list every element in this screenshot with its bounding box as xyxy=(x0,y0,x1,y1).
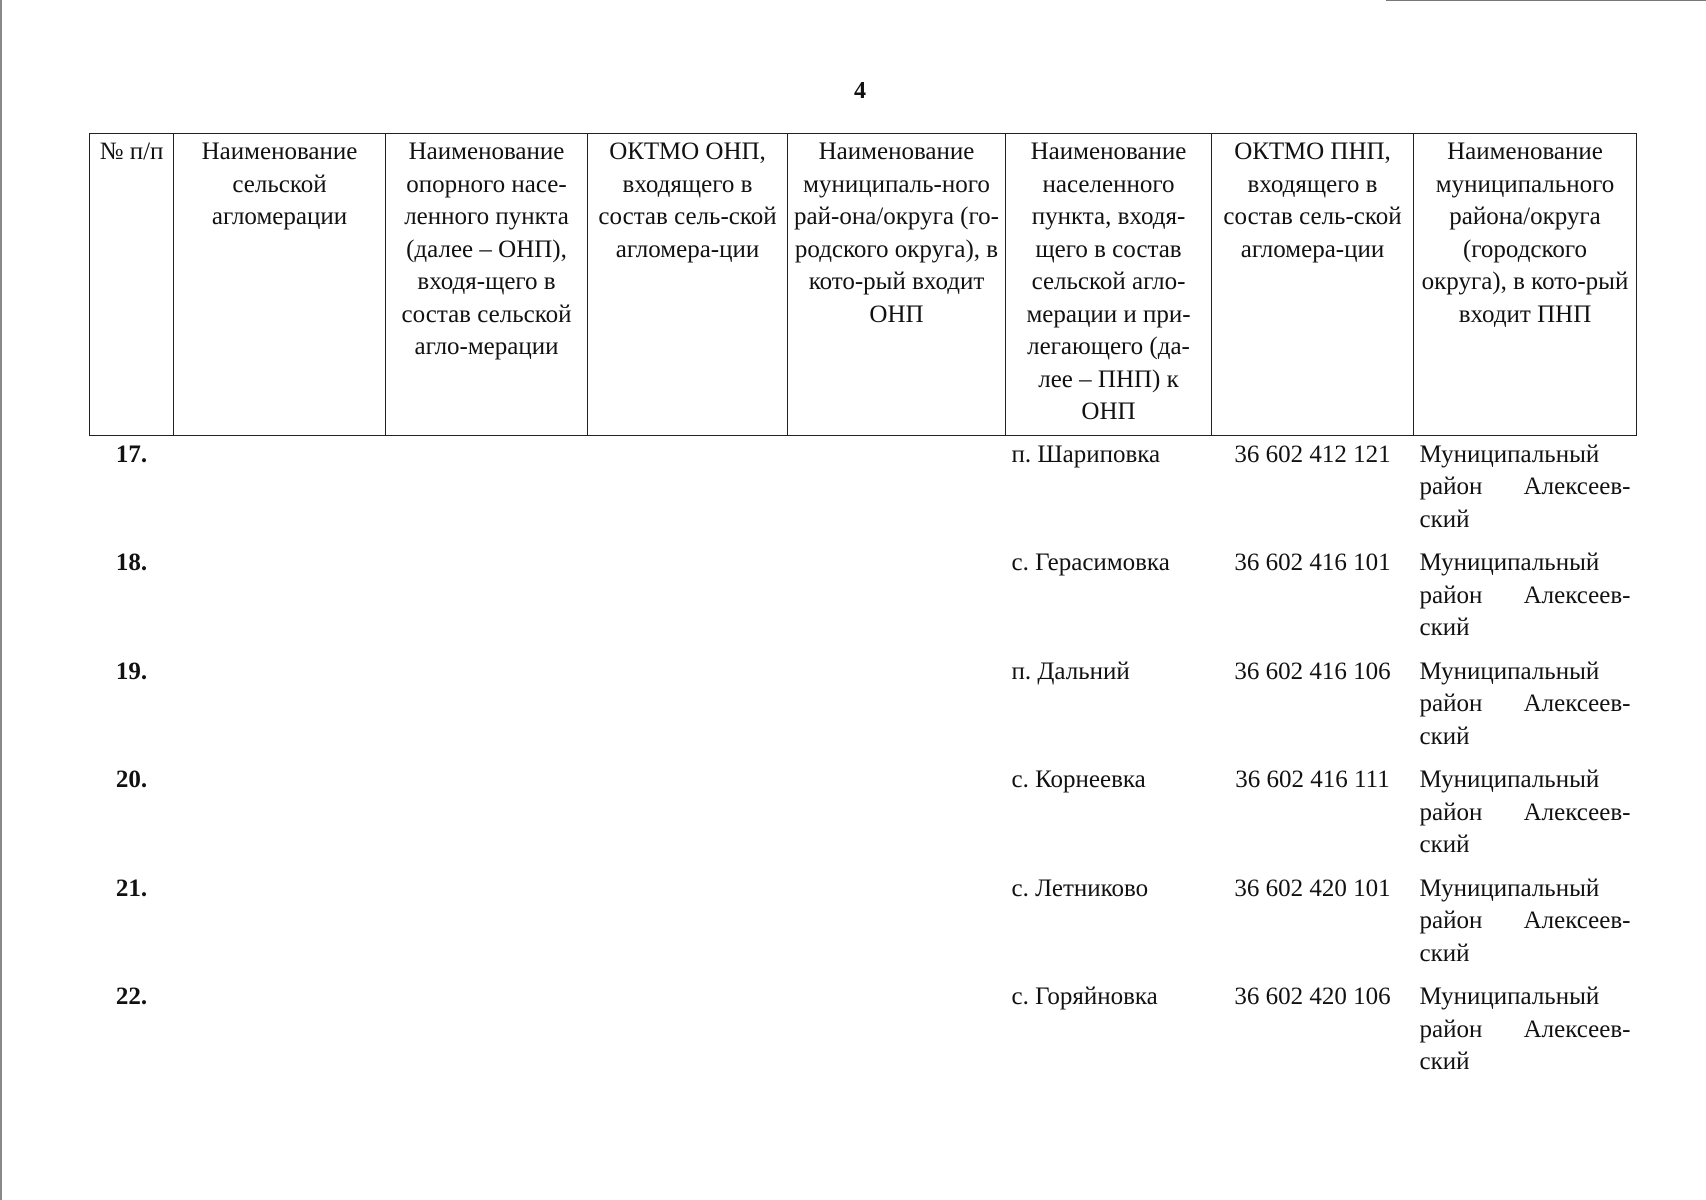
agglomeration-table xyxy=(89,133,1637,1087)
row-agglomeration xyxy=(174,761,386,870)
row-oktmo: 36 602 416 106 xyxy=(1234,657,1391,685)
row-agglomeration xyxy=(174,435,386,544)
row-district: Муниципальный район Алексеев-ский xyxy=(1419,983,1631,1075)
table-header-row xyxy=(90,134,1637,436)
row-oktmo: 36 602 420 101 xyxy=(1234,874,1391,902)
header-onp-oktmo: ОКТМО ОНП, входящего в состав сель-ской агломера-ции xyxy=(588,134,788,436)
row-onp-oktmo xyxy=(588,870,788,979)
row-district: Муниципальный район Алексеев-ский xyxy=(1419,549,1631,641)
row-district: Муниципальный район Алексеев-ский xyxy=(1419,766,1631,858)
row-onp-district xyxy=(788,544,1006,653)
row-onp-district xyxy=(788,870,1006,979)
header-pnp-name: Наименование населенного пункта, входя-щего в состав сельской агло-мерации и при-легающего (да-лее – ПНП) к ОНП xyxy=(1006,134,1212,436)
row-agglomeration xyxy=(174,978,386,1087)
header-onp-district: Наименование муниципаль-ного рай-она/округа (го-родского округа), в кото-рый входит ОНП xyxy=(788,134,1006,436)
header-onp-name: Наименование опорного насе-ленного пункта (далее – ОНП), входя-щего в состав сельской агло-мерации xyxy=(386,134,588,436)
row-onp-oktmo xyxy=(588,653,788,762)
page-number: 4 xyxy=(854,78,866,104)
row-number: 20. xyxy=(115,766,148,793)
table-row xyxy=(90,653,1637,762)
row-onp-oktmo xyxy=(588,544,788,653)
row-district: Муниципальный район Алексеев-ский xyxy=(1419,440,1631,533)
row-onp xyxy=(386,870,588,979)
row-agglomeration xyxy=(174,653,386,762)
header-agglomeration-name: Наименование сельской агломерации xyxy=(174,134,386,436)
row-onp-oktmo xyxy=(588,978,788,1087)
row-district: Муниципальный район Алексеев-ский xyxy=(1419,874,1631,967)
page-left-edge xyxy=(0,0,2,1200)
row-settlement: с. Горяйновка xyxy=(1011,983,1158,1010)
table-row xyxy=(90,761,1637,870)
page-top-edge xyxy=(1386,0,1706,1)
header-pnp-district: Наименование муниципального района/округа (городского округа), в кото-рый входит ПНП xyxy=(1414,134,1637,436)
row-number: 22. xyxy=(115,983,148,1010)
row-settlement: с. Герасимовка xyxy=(1011,549,1170,576)
row-number: 18. xyxy=(115,549,148,576)
row-settlement: с. Летниково xyxy=(1011,874,1149,902)
table-row xyxy=(90,544,1637,653)
table-row xyxy=(90,435,1637,544)
row-onp-district xyxy=(788,978,1006,1087)
row-settlement: с. Корнеевка xyxy=(1011,766,1146,793)
row-agglomeration xyxy=(174,544,386,653)
row-oktmo: 36 602 416 111 xyxy=(1235,766,1390,793)
header-pnp-oktmo: ОКТМО ПНП, входящего в состав сель-ской агломера-ции xyxy=(1212,134,1414,436)
row-district: Муниципальный район Алексеев-ский xyxy=(1419,657,1631,750)
row-onp xyxy=(386,435,588,544)
row-oktmo: 36 602 412 121 xyxy=(1234,440,1391,468)
row-number: 17. xyxy=(115,440,148,468)
row-onp-district xyxy=(788,761,1006,870)
row-oktmo: 36 602 416 101 xyxy=(1234,549,1391,576)
row-onp xyxy=(386,544,588,653)
row-onp-district xyxy=(788,653,1006,762)
row-onp xyxy=(386,761,588,870)
row-onp xyxy=(386,653,588,762)
row-number: 19. xyxy=(115,657,148,685)
row-agglomeration xyxy=(174,870,386,979)
row-onp-district xyxy=(788,435,1006,544)
row-onp xyxy=(386,978,588,1087)
row-onp-oktmo xyxy=(588,761,788,870)
row-onp-oktmo xyxy=(588,435,788,544)
row-number: 21. xyxy=(115,874,148,902)
row-oktmo: 36 602 420 106 xyxy=(1234,983,1391,1010)
header-number: № п/п xyxy=(90,134,174,436)
table-row xyxy=(90,870,1637,979)
row-settlement: п. Шариповка xyxy=(1011,440,1161,468)
table-row xyxy=(90,978,1637,1087)
row-settlement: п. Дальний xyxy=(1011,657,1130,685)
